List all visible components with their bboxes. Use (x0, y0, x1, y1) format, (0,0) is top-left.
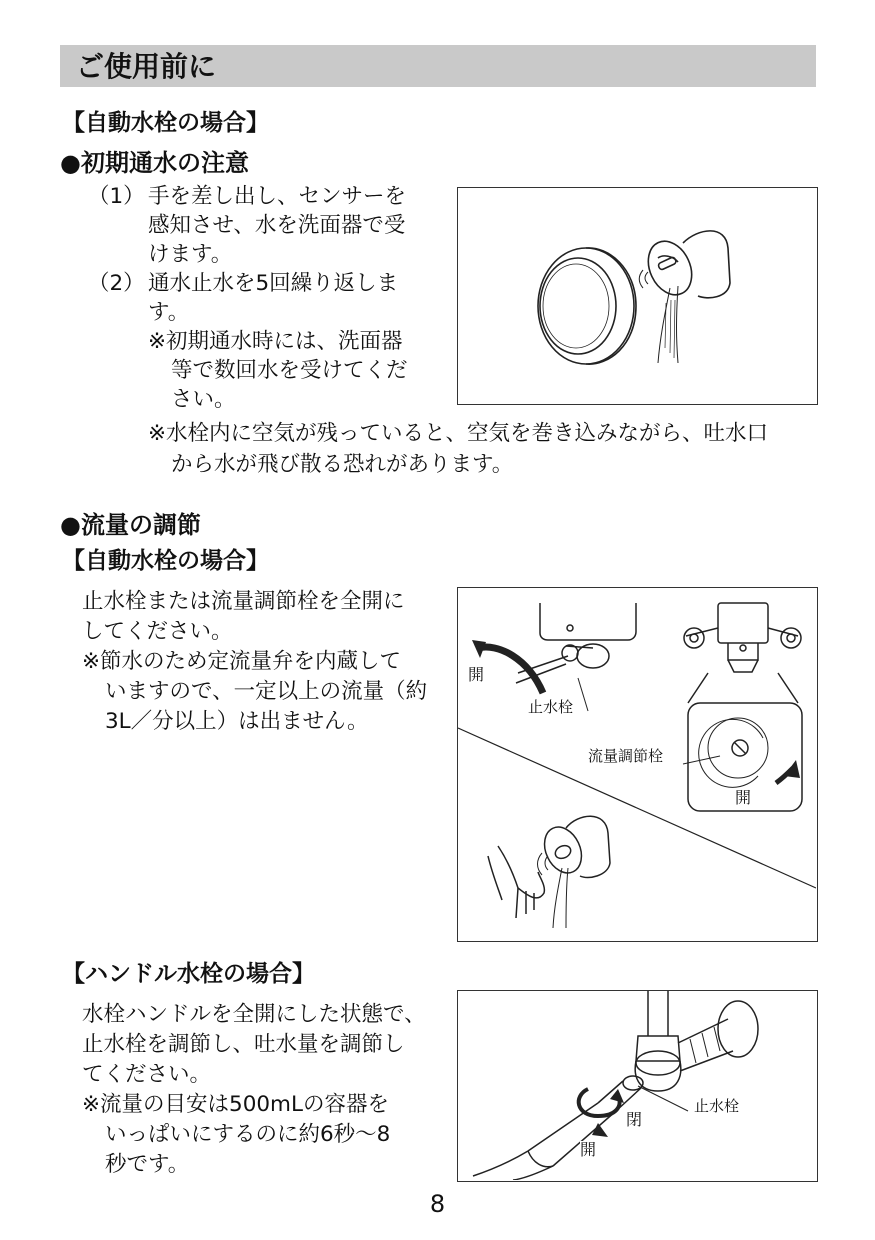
label-stop-valve-auto: 止水栓 (528, 698, 574, 716)
label-stop-valve-handle: 止水栓 (694, 1097, 740, 1115)
label-open-2: 開 (735, 788, 752, 807)
step2-line-2: す。 (148, 300, 190, 325)
step2-number: （2） (88, 271, 145, 296)
faucet-basin-illustration (458, 188, 816, 403)
step2-line-1: 通水止水を5回繰り返しま (148, 271, 399, 296)
label-close: 閉 (626, 1110, 643, 1129)
handle-note-line-1: ※流量の目安は500mLの容器を (82, 1092, 389, 1117)
note1-line-1: ※初期通水時には、洗面器 (148, 329, 403, 354)
handle-valve-illustration (458, 991, 816, 1180)
step1-line-3: けます。 (148, 242, 233, 267)
auto-note-line-1: ※節水のため定流量弁を内蔵して (82, 649, 402, 674)
auto-note-line-3: 3L／分以上）は出ません。 (105, 709, 369, 734)
note1-line-2: 等で数回水を受けてくだ (171, 358, 408, 383)
handle-line-1: 水栓ハンドルを全開にした状態で、 (82, 1002, 426, 1027)
handle-line-3: てください。 (82, 1062, 212, 1087)
section1-heading: 【自動水栓の場合】 (62, 110, 269, 136)
page-number: 8 (429, 1190, 446, 1218)
auto-note-line-2: いますので、一定以上の流量（約 (105, 679, 428, 704)
figure-flow-handle (457, 990, 818, 1182)
auto-line-1: 止水栓または流量調節栓を全開に (82, 589, 405, 614)
figure-flow-auto (457, 587, 818, 942)
label-open-1: 開 (468, 665, 485, 684)
auto-line-2: してください。 (82, 619, 233, 644)
step1-number: （1） (88, 184, 145, 209)
section2-auto-heading: 【自動水栓の場合】 (62, 548, 269, 574)
note1-line-3: さい。 (171, 387, 236, 412)
note2-line-2: から水が飛び散る恐れがあります。 (171, 452, 514, 477)
label-flow-valve: 流量調節栓 (588, 747, 664, 765)
page-title: ご使用前に (60, 45, 816, 87)
section2-handle-heading: 【ハンドル水栓の場合】 (62, 961, 315, 987)
figure-initial-flow (457, 187, 818, 405)
handle-note-line-2: いっぱいにするのに約6秒～8 (105, 1122, 391, 1147)
section1-subheading: ●初期通水の注意 (60, 149, 249, 177)
step1-line-2: 感知させ、水を洗面器で受 (148, 213, 406, 238)
section2-heading: ●流量の調節 (60, 511, 201, 539)
step1-line-1: 手を差し出し、センサーを (148, 184, 407, 209)
note2-line-1: ※水栓内に空気が残っていると、空気を巻き込みながら、吐水口 (148, 421, 769, 446)
label-open-handle: 開 (580, 1140, 597, 1159)
handle-note-line-3: 秒です。 (105, 1152, 190, 1177)
handle-line-2: 止水栓を調節し、吐水量を調節し (82, 1032, 405, 1057)
